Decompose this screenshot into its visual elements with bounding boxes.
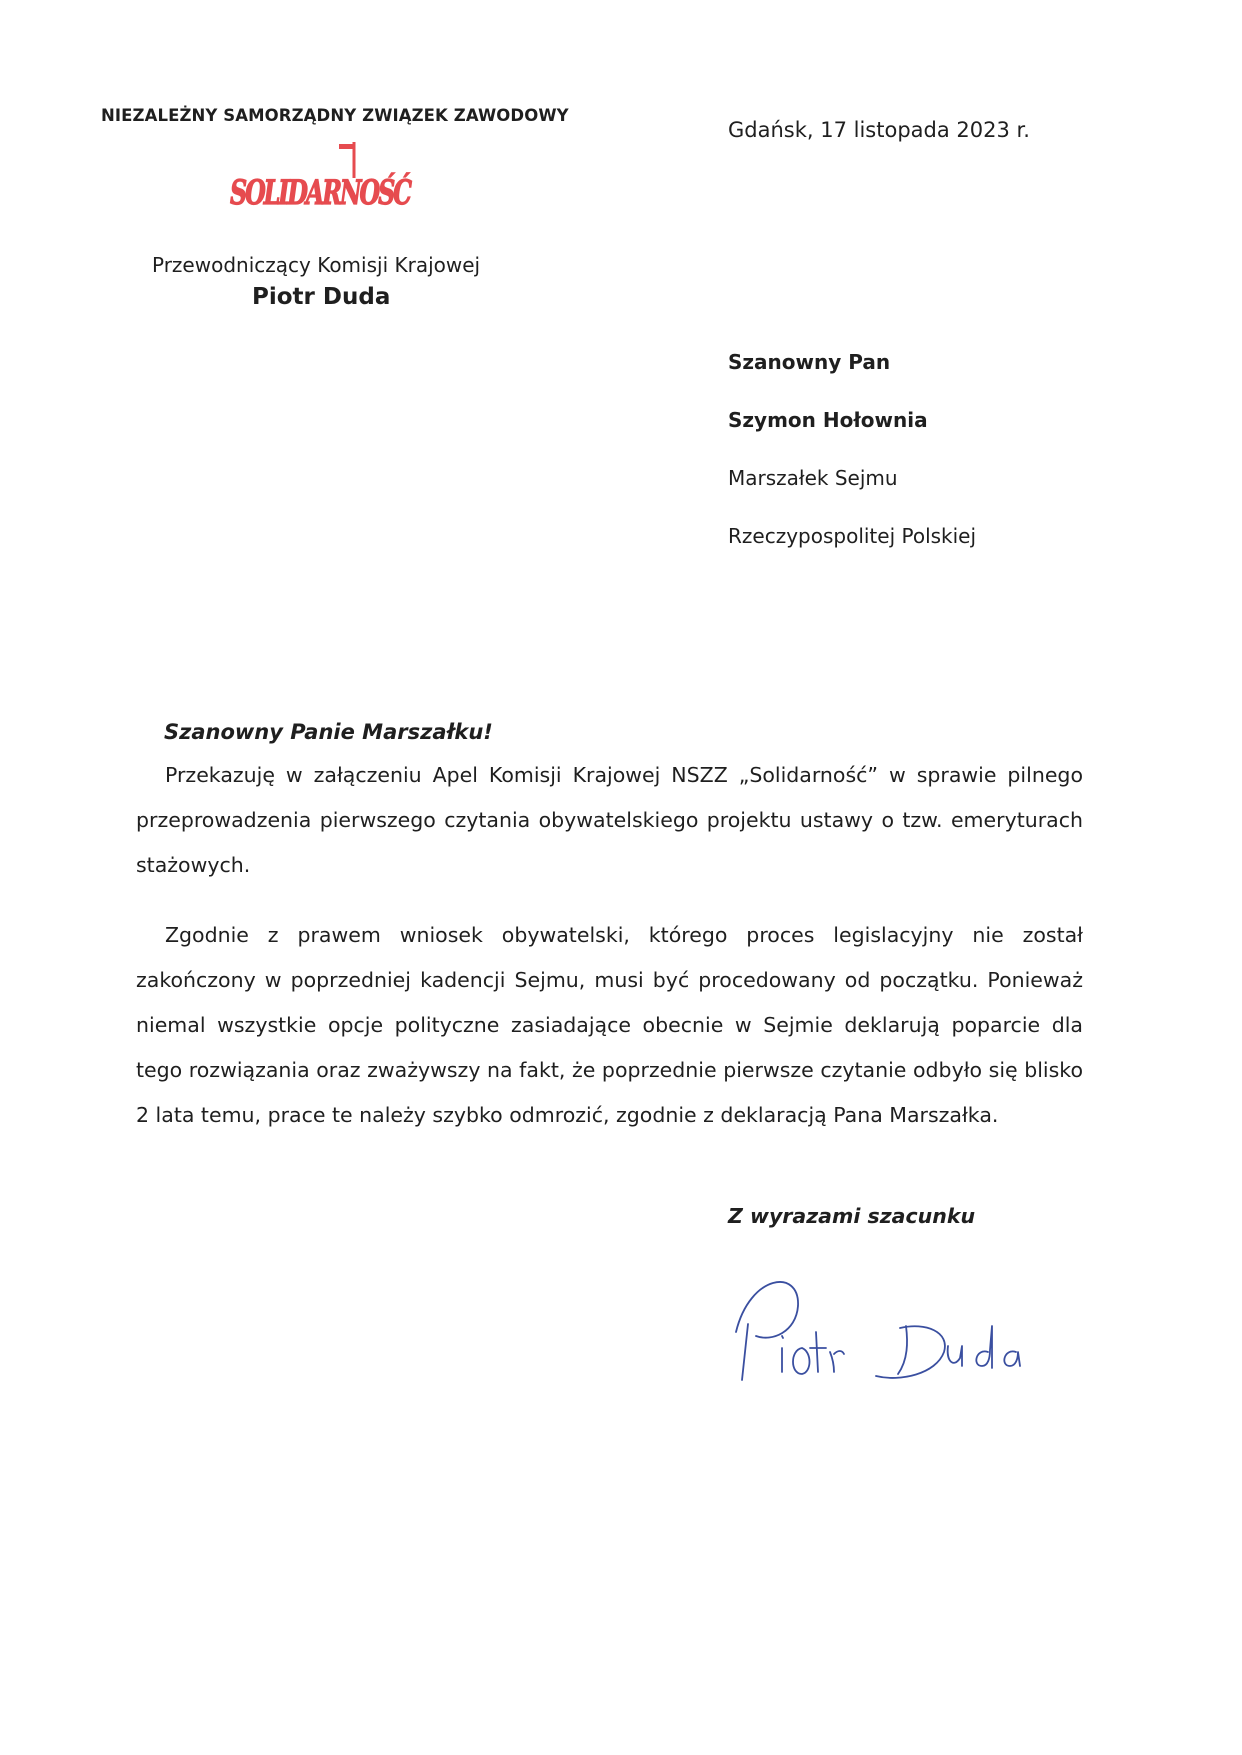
recipient-position: Marszałek Sejmu xyxy=(728,466,898,490)
sender-name: Piotr Duda xyxy=(252,284,391,310)
solidarnosc-logo-graphic xyxy=(220,138,488,224)
handwritten-signature xyxy=(730,1262,1030,1392)
solidarnosc-logo xyxy=(220,138,488,224)
body-paragraph-1: Przekazuję w załączeniu Apel Komisji Krajowej NSZZ „Solidarność” w sprawie pilnego przeprowadzenia pierwszego czytania obywatelskiego projektu ustawy o tzw. emeryturach stażowych. xyxy=(136,763,1083,877)
recipient-institution: Rzeczypospolitej Polskiej xyxy=(728,524,977,548)
svg-text:SOLIDARNOŚĆ: SOLIDARNOŚĆ xyxy=(230,173,488,213)
body-paragraph-2: Zgodnie z prawem wniosek obywatelski, którego proces legislacyjny nie został zakończony w poprzedniej kadencji Sejmu, musi być procedowany od początku. Ponieważ niemal wszystkie opcje polityczne zasiadające obecnie w Sejmie deklarują poparcie dla tego rozwiązania oraz zważywszy na fakt, że poprzednie pierwsze czytanie odbyło się blisko 2 lata temu, prace te należy szybko odmrozić, zgodnie z deklaracją Pana Marszałka. xyxy=(136,923,1083,1127)
sender-title: Przewodniczący Komisji Krajowej xyxy=(152,253,481,277)
recipient-name: Szymon Hołownia xyxy=(728,408,928,432)
union-name: NIEZALEŻNY SAMORZĄDNY ZWIĄZEK ZAWODOWY xyxy=(101,106,569,125)
letter-date: Gdańsk, 17 listopada 2023 r. xyxy=(728,118,1030,142)
signature-strokes xyxy=(730,1262,1030,1392)
salutation: Szanowny Panie Marszałku! xyxy=(164,720,493,744)
closing-phrase: Z wyrazami szacunku xyxy=(728,1204,976,1228)
recipient-greeting: Szanowny Pan xyxy=(728,350,891,374)
